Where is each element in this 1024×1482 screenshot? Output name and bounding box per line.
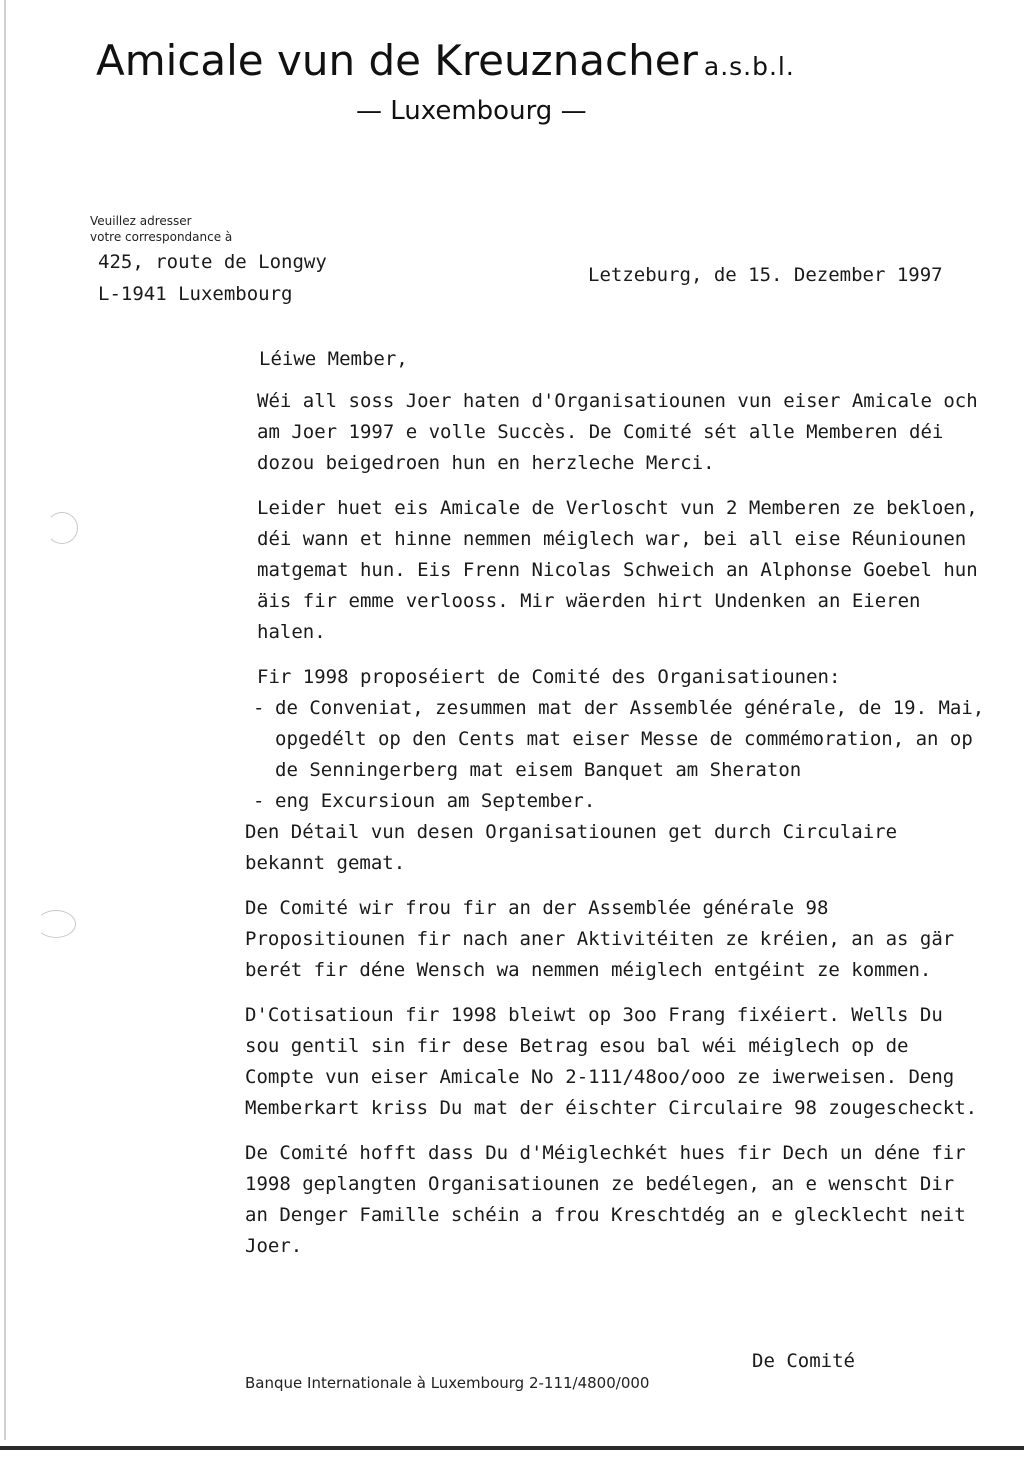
paragraph: De Comité hofft dass Du d'Méiglechkét hues fir Dech un déne fir 1998 geplangten Organisatiounen ze bedélegen, an e wenscht Dir an Denger Famille schéin a frou Kreschtdég an e glecklecht neit Joer. (245, 1142, 966, 1257)
program-item (253, 786, 985, 817)
paragraph-program (245, 662, 985, 879)
address-label-line: Veuillez adresser (90, 214, 192, 228)
letterhead-location: — Luxembourg — (356, 96, 587, 126)
paragraph: D'Cotisatioun fir 1998 bleiwt op 3oo Frang fixéiert. Wells Du sou gentil sin fir dese Betrag esou bal wéi méiglech op de Compte vun eiser Amicale No 2-111/48oo/ooo ze iwerweisen. Deng Memberkart kriss Du mat der éischter Circulaire 98 zougescheckt. (245, 1004, 978, 1119)
bullet-dash: - (253, 697, 265, 719)
address-label (90, 213, 232, 245)
letterhead-title (96, 36, 795, 85)
greeting: Léiwe Member, (259, 348, 408, 370)
signature: De Comité (752, 1350, 855, 1372)
org-suffix: a.s.b.l. (703, 52, 795, 81)
paragraph: De Comité wir frou fir an der Assemblée générale 98 Propositiounen fir nach aner Aktivitéiten ze kréien, an as gär berét fir déne Wensch wa nemmen méiglech entgéint ze kommen. (245, 897, 955, 981)
program-item-text: eng Excursioun am September. (275, 790, 596, 812)
program-outro: Den Détail vun desen Organisatiounen get durch Circulaire bekannt gemat. (245, 821, 898, 874)
address-street: 425, route de Longwy (98, 251, 327, 273)
bank-footer: Banque Internationale à Luxembourg 2-111/4800/000 (245, 1374, 650, 1392)
address-label-line: votre correspondance à (90, 230, 233, 244)
punch-hole-mark (46, 512, 78, 544)
paragraph: Wéi all soss Joer haten d'Organisatiounen vun eiser Amicale och am Joer 1997 e volle Succès. De Comité sét alle Memberen déi dozou beigedroen hun en herzleche Merci. (257, 390, 978, 474)
org-name: Amicale vun de Kreuznacher (96, 36, 698, 85)
bottom-rule (0, 1446, 1024, 1450)
letter-body (245, 344, 985, 1276)
left-edge-line (4, 0, 6, 1440)
address-city: L-1941 Luxembourg (98, 283, 293, 305)
program-intro: Fir 1998 proposéiert de Comité des Organisatiounen: (257, 666, 841, 688)
program-item (253, 693, 985, 786)
bullet-dash: - (253, 790, 265, 812)
punch-hole-mark (36, 910, 76, 938)
paragraph: Leider huet eis Amicale de Verloscht vun 2 Memberen ze bekloen, déi wann et hinne nemmen méiglech war, bei all eise Réuniounen matgemat hun. Eis Frenn Nicolas Schweich an Alphonse Goebel hun äis fir emme verlooss. Mir wäerden hirt Undenken an Eieren halen. (257, 497, 978, 643)
date-line: Letzeburg, de 15. Dezember 1997 (588, 264, 943, 286)
program-list (253, 693, 985, 817)
program-item-text: de Conveniat, zesummen mat der Assemblée générale, de 19. Mai, opgedélt op den Cents mat eiser Messe de commémoration, an op de Senningerberg mat eisem Banquet am Sheraton (275, 697, 985, 781)
return-address (98, 246, 327, 310)
